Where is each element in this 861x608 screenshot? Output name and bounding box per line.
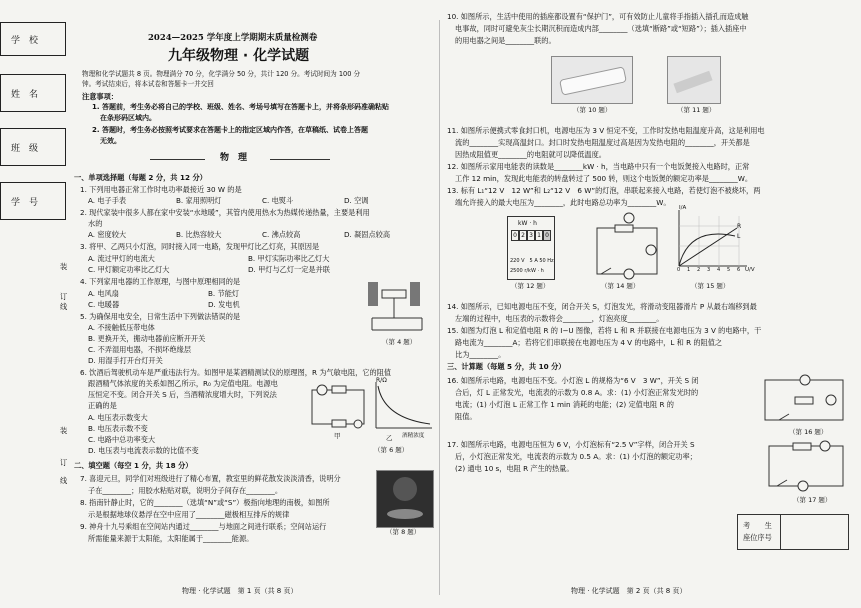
option: B. 家用照明灯 — [176, 196, 222, 205]
meter-digit: 0 — [543, 230, 551, 241]
option: D. 电压表与电流表示数的比值不变 — [88, 446, 199, 455]
binding-mark: 订 — [60, 292, 68, 301]
option: C. 不弄湿用电器，不损坏绝缘层 — [88, 345, 192, 354]
option: C. 电暖器 — [88, 300, 120, 309]
school-label: 学 校 — [11, 36, 39, 46]
globe-base — [387, 509, 423, 519]
option: A. 电风扇 — [88, 289, 119, 298]
tick-label: 2 — [697, 267, 701, 273]
question-12: 12. 如图所示家用电能表的读数是________kW · h，当电路中只有一个电饭煲接入电路时，正常 — [447, 162, 750, 171]
q17-circuit — [763, 440, 849, 492]
question-6: 正确的是 — [88, 401, 117, 410]
question-8: 示是根据地球仪悬浮在空中应用了________磁极相互排斥的规律 — [88, 510, 290, 519]
question-14: 14. 如图所示，已知电源电压不变，闭合开关 S，灯泡发光，将滑动变阻器滑片 P 从最右端移到最 — [447, 302, 757, 311]
option: C. 沸点较高 — [262, 230, 301, 239]
option: D. 凝固点较高 — [344, 230, 391, 239]
tick-label: 6 — [737, 267, 741, 273]
binding-mark: 线 — [60, 302, 68, 311]
question-16: 16. 如图所示电路，电源电压不变。小灯泡 L 的规格为“6 V 3 W”，开关 S 闭 — [447, 376, 699, 385]
question-11: 流的________实现高温封口。封口时发热电阻温度过高是因为发热电阻的________，开关都是 — [455, 138, 750, 147]
meter-spec: 220 V 5 A 50 Hz — [510, 258, 554, 264]
question-16: 阻值。 — [455, 412, 477, 421]
question-15: 路电流为________A；若将它们串联接在电源电压为 4 V 的电路中，L 和 R 的阻值之 — [455, 338, 723, 347]
figure-caption: （第 6 题） — [374, 446, 409, 454]
binding-mark: 订 — [60, 458, 68, 467]
option: D. 发电机 — [208, 300, 240, 309]
graph-axis-x: 酒精浓度 — [402, 433, 425, 439]
option: A. 不接触低压带电体 — [88, 323, 155, 332]
intro-line: 钟。考试结束后，将本试卷和答题卡一并交回 — [82, 80, 214, 88]
tick-label: 4 — [717, 267, 721, 273]
question-6: 压恒定不变。闭合开关 S 后，当酒精浓度增大时，下列说法 — [88, 390, 277, 399]
class-label: 班 级 — [11, 144, 39, 154]
graph-axis-y: I/A — [679, 205, 687, 211]
option: A. 电子手表 — [88, 196, 127, 205]
notice-line: 1. 答题前，考生务必将自己的学校、班级、姓名、考场号填写在答题卡上，并将条形码准确粘贴 — [92, 103, 389, 111]
exam-title: 2024—2025 学年度上学期期末质量检测卷 — [148, 33, 318, 43]
figure-label-jia: 甲 — [334, 432, 341, 440]
physics-title: 物 理 — [220, 153, 248, 163]
meter-unit: kW · h — [518, 220, 537, 227]
name-label: 姓 名 — [11, 90, 39, 100]
question-3: 3. 将甲、乙两只小灯泡，同时接入同一电路，发现甲灯比乙灯亮，其原因是 — [80, 242, 320, 251]
option: A. 电压表示数变大 — [88, 413, 148, 422]
intro-line: 物理和化学试题共 8 页。物理满分 70 分，化学满分 50 分，共计 120 分。考试时间为 100 分 — [82, 70, 361, 78]
question-1: 1. 下列用电器正常工作时电功率最接近 30 W 的是 — [80, 185, 242, 194]
question-16: 合后，灯 L 正常发光，电流表的示数为 0.8 A。求：(1) 小灯泡正常发光时的 — [455, 388, 699, 397]
globe — [393, 477, 417, 501]
question-15: 15. 如图为灯泡 L 和定值电阻 R 的 I−U 图像，若将 L 和 R 并联接在电源电压为 3 V 的电路中，干 — [447, 326, 762, 335]
question-9: 所需能量来源于太阳能，太阳能属于________能源。 — [88, 534, 254, 543]
number-label: 学 号 — [11, 198, 39, 208]
question-12: 工作 12 min，发现此电能表的转盘转过了 500 转，则这个电饭煲的额定功率是________W。 — [455, 174, 753, 183]
question-7: 7. 喜迎元旦，同学们对班级进行了精心布置，教室里的鲜花散发淡淡清香，说明分 — [80, 474, 341, 483]
question-17: 17. 如图所示电路，电源电压恒为 6 V，小灯泡标有“2.5 V”字样，闭合开关 S — [447, 440, 695, 449]
page-footer: 物理 · 化学试题 第 2 页（共 8 页） — [571, 587, 687, 595]
question-5: 5. 为确保用电安全，日常生活中下列做法错误的是 — [80, 312, 241, 321]
graph-axis-y: R/Ω — [376, 377, 387, 384]
figure-caption: （第 4 题） — [382, 338, 417, 346]
option: A. 流过甲灯的电流大 — [88, 254, 155, 263]
sealer-device — [673, 71, 712, 93]
tick-label: 3 — [707, 267, 711, 273]
graph-label-yi: 乙 — [386, 434, 393, 442]
graph-axis-x: U/V — [745, 267, 755, 273]
option: D. 用湿手打开台灯开关 — [88, 356, 163, 365]
question-10: 10. 如图所示，生活中使用的插座都设置有“保护门”，可有效防止儿童将手指插入插孔而造成触 — [447, 12, 749, 21]
number-box — [0, 182, 66, 220]
figure-caption: （第 8 题） — [386, 528, 421, 536]
question-13: 13. 标有 L₁“12 V 12 W”和 L₂“12 V 6 W”的灯泡，串联起来接入电路，若使灯泡不被烧坏，两 — [447, 186, 761, 195]
question-2: 2. 现代家装中很多人都在家中安装“水地暖”，其管内使用热水为热媒传递热量，主要是利用 — [80, 208, 370, 217]
question-9: 9. 神舟十九号乘组在空间站内通过________与地面之间进行联系；空间站运行 — [80, 522, 327, 531]
binding-mark: 装 — [60, 426, 68, 435]
question-16: 电流；(1) 小灯泡 L 正常工作 1 min 消耗的电能；(2) 定值电阻 R 的 — [455, 400, 674, 409]
question-8: 8. 指南针静止时，它的________（选填“N”或“S”）极指向地理的南极，如图所 — [80, 498, 330, 507]
question-6: 跟酒精气体浓度的关系如图乙所示，R₀ 为定值电阻。电源电 — [88, 379, 278, 388]
figure-caption: （第 14 题） — [601, 282, 640, 290]
meter-digit: 1 — [535, 230, 543, 241]
seat-label: 座位序号 — [743, 533, 772, 542]
question-14: 左端的过程中，电压表的示数将会________，灯泡亮度________。 — [455, 314, 664, 323]
option: B. 比热容较大 — [176, 230, 222, 239]
school-box — [0, 22, 66, 56]
question-13: 端允许接入的最大电压为________，此时电路总功率为________W。 — [455, 198, 671, 207]
question-2: 水的 — [88, 219, 103, 228]
meter-spec: 2500 r/kW · h — [510, 268, 544, 274]
question-17: (2) 通电 10 s，电阻 R 产生的热量。 — [455, 464, 574, 473]
option: A. 密度较大 — [88, 230, 127, 239]
option: C. 甲灯额定功率比乙灯大 — [88, 265, 170, 274]
question-15: 比为________。 — [455, 350, 506, 359]
option: C. 电路中总功率变大 — [88, 435, 156, 444]
figure-caption: （第 12 题） — [511, 282, 550, 290]
graph-curve-label: L — [737, 233, 741, 240]
meter-digit: 2 — [519, 230, 527, 241]
power-strip — [559, 66, 627, 95]
page-footer: 物理 · 化学试题 第 1 页（共 8 页） — [182, 587, 298, 595]
notice-line: 无效。 — [100, 137, 121, 145]
seat-number-box — [737, 514, 849, 550]
section-title: 三、计算题（每题 5 分，共 10 分） — [447, 362, 566, 371]
name-box — [0, 74, 66, 112]
option: B. 节能灯 — [208, 289, 240, 298]
graph-line-label: R — [737, 223, 742, 230]
tick-label: 0 — [677, 267, 681, 273]
section-title: 一、单项选择题（每题 2 分，共 12 分） — [74, 173, 207, 182]
meter-digit: 0 — [511, 230, 519, 241]
resistance-concentration-graph — [370, 378, 434, 436]
socket-photo — [551, 56, 633, 104]
motor-diagram — [362, 278, 434, 342]
figure-caption: （第 15 题） — [691, 282, 730, 290]
section-title: 二、填空题（每空 1 分，共 18 分） — [74, 461, 193, 470]
question-6: 6. 饮酒后驾驶机动车是严重违法行为。如图甲是某酒精测试仪的原理图，R 为气敏电阻，它的阻值 — [80, 368, 392, 377]
option: D. 甲灯与乙灯一定是并联 — [248, 265, 330, 274]
title-rule — [150, 159, 205, 160]
energy-meter — [507, 216, 555, 280]
option: C. 电熨斗 — [262, 196, 294, 205]
floating-globe-photo — [376, 470, 434, 528]
figure-caption: （第 11 题） — [677, 106, 716, 114]
question-10: 电事故，同时可避免灰尘长期沉积而造成内部________（选填“断路”或“短路”）；插入插座中 — [455, 24, 747, 33]
question-11: 因热成阻值更________的电阻就可以降低温度。 — [455, 150, 606, 159]
notice-line: 2. 答题时，考生务必按照考试要求在答题卡上的指定区域内作答，在草稿纸、试卷上答题 — [92, 126, 368, 134]
q16-circuit — [759, 374, 849, 426]
class-box — [0, 128, 66, 166]
subject-title: 九年级物理 · 化学试题 — [168, 48, 310, 64]
seat-box-divider — [780, 515, 781, 549]
question-17: 后，小灯泡正常发光，电流表的示数为 0.5 A。求：(1) 小灯泡的额定功率； — [455, 452, 697, 461]
seat-label: 考 生 — [743, 521, 772, 530]
page-divider — [439, 20, 440, 595]
meter-digit: 3 — [527, 230, 535, 241]
option: B. 甲灯实际功率比乙灯大 — [248, 254, 330, 263]
alcohol-tester-circuit — [306, 384, 370, 432]
option: B. 电压表示数不变 — [88, 424, 148, 433]
sealer-photo — [667, 56, 721, 104]
question-11: 11. 如图所示便携式零食封口机，电源电压为 3 V 恒定不变，工作时发热电阻温度升高，这是利用电 — [447, 126, 765, 135]
notice-line: 在条形码区域内。 — [100, 114, 156, 122]
option: B. 更换开关，搬动电器前应断开开关 — [88, 334, 206, 343]
question-4: 4. 下列家用电器的工作原理，与图中原理相同的是 — [80, 277, 241, 286]
page-2 — [441, 0, 861, 608]
figure-caption: （第 10 题） — [573, 106, 612, 114]
binding-mark: 装 — [60, 262, 68, 271]
option: D. 空调 — [344, 196, 369, 205]
figure-caption: （第 16 题） — [789, 428, 828, 436]
rheostat-circuit — [589, 210, 665, 280]
tick-label: 1 — [687, 267, 691, 273]
binding-mark: 线 — [60, 476, 68, 485]
question-7: 子在________；用胶水粘贴对联，说明分子间存在________。 — [88, 486, 283, 495]
title-rule — [270, 159, 330, 160]
tick-label: 5 — [727, 267, 731, 273]
notice-title: 注意事项： — [82, 92, 118, 101]
figure-caption: （第 17 题） — [793, 496, 832, 504]
question-10: 的用电器之间是________联的。 — [455, 36, 556, 45]
